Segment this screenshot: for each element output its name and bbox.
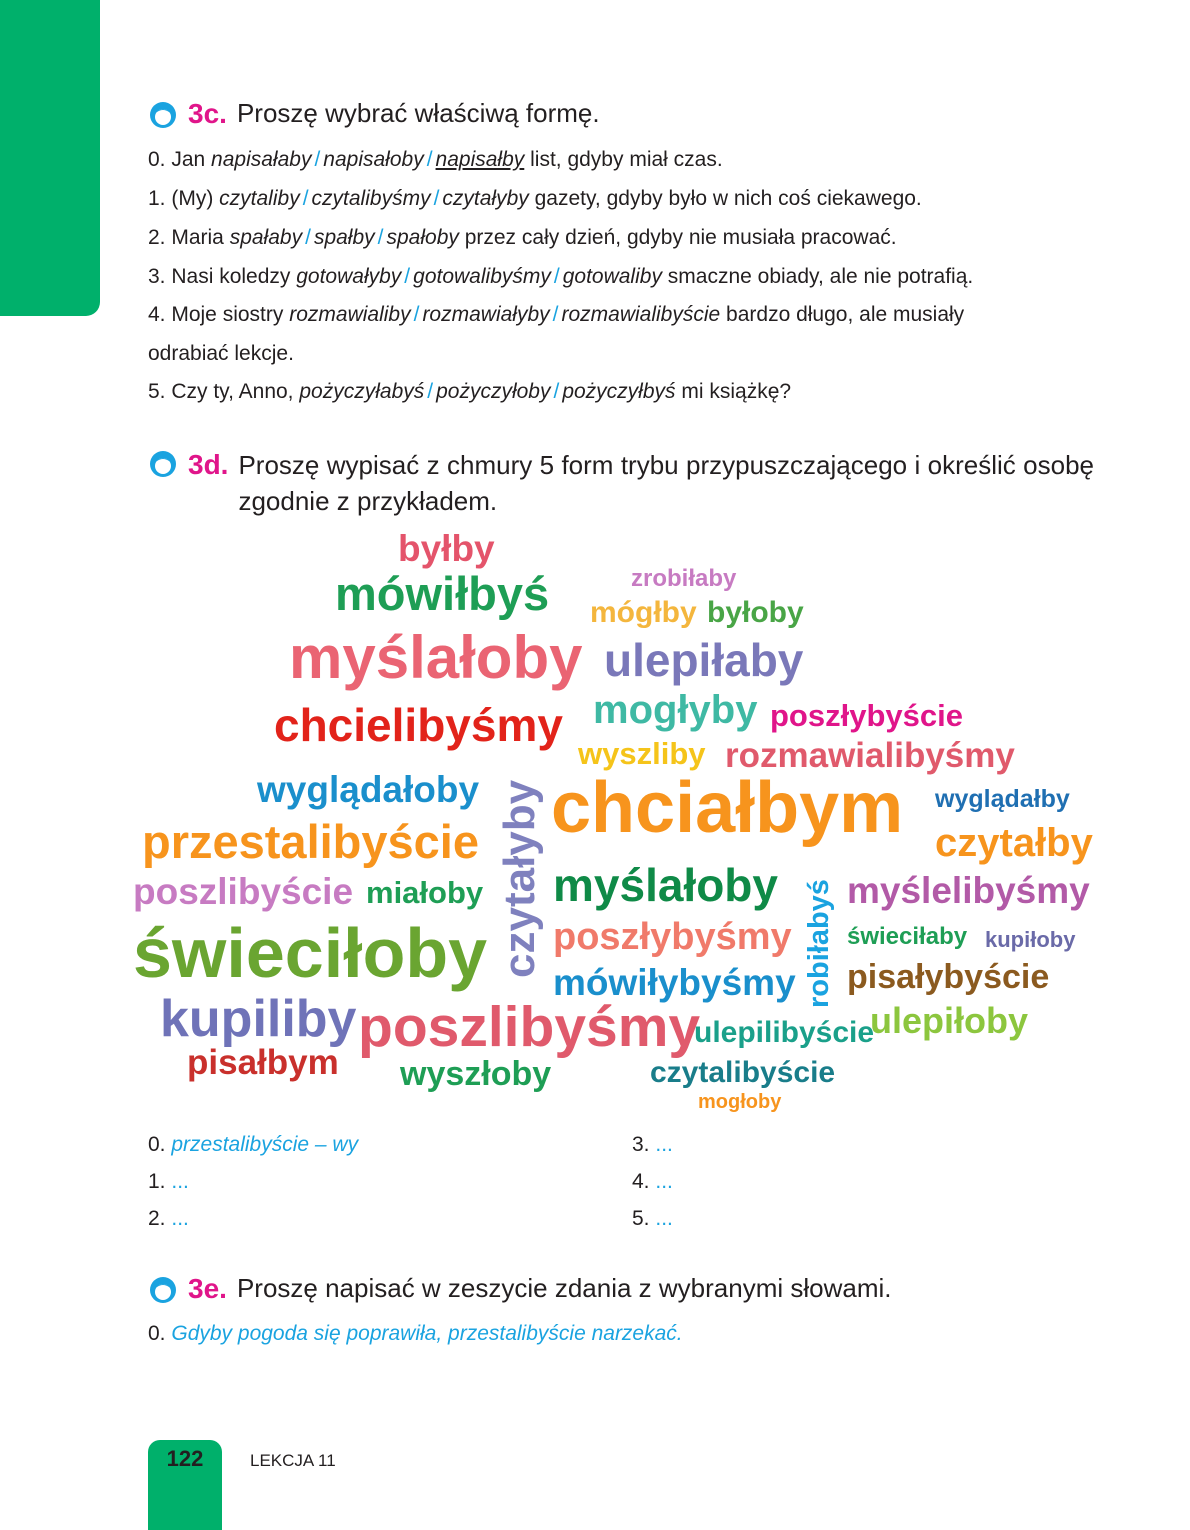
cloud-word: ulepiłaby — [604, 634, 804, 686]
ex3c-line-4: 4. Moje siostry rozmawialiby / rozmawiałyby / rozmawialibyście bardzo długo, ale musiały — [148, 303, 965, 326]
cloud-word: ulepilibyście — [694, 1016, 875, 1049]
cloud-word: robiłabyś — [803, 879, 835, 1008]
ex3e-example: 0. Gdyby pogoda się poprawiła, przestalibyście narzekać. — [148, 1322, 683, 1345]
cloud-word: mogłyby — [593, 688, 758, 732]
cloud-word: mogłoby — [698, 1091, 782, 1113]
answer-line-2: 2. ... — [148, 1207, 189, 1230]
ex3c-number: 3c. — [188, 98, 227, 129]
cloud-word: świeciłaby — [847, 923, 968, 950]
underlined-answer: napisałby — [435, 148, 525, 171]
ex3c-line-2: 2. Maria spałaby / spałby / spałoby przez cały dzień, gdyby nie musiała pracować. — [148, 226, 897, 249]
cloud-word: myślałoby — [553, 859, 778, 911]
cloud-word: miałoby — [366, 875, 484, 910]
cloud-word: pisałybyście — [847, 958, 1050, 996]
cloud-word: świeciłoby — [133, 914, 488, 992]
cloud-word: pisałbym — [187, 1043, 339, 1082]
head-icon — [148, 1275, 178, 1305]
head-icon — [148, 449, 178, 479]
ex3c-heading — [148, 98, 600, 130]
answer-line-1: 1. ... — [148, 1170, 189, 1193]
cloud-word: czytalibyście — [650, 1056, 836, 1089]
side-tab-top — [0, 0, 100, 316]
cloud-word: ulepiłoby — [870, 1000, 1029, 1041]
cloud-word: mówiłybyśmy — [553, 962, 796, 1003]
answer-line-4: 4. ... — [632, 1170, 673, 1193]
head-icon — [148, 100, 178, 130]
cloud-word: poszlibyśmy — [358, 995, 701, 1059]
ex3c-title: Proszę wybrać właściwą formę. — [236, 98, 600, 128]
page-number: 122 — [166, 1446, 204, 1471]
ex3d-title: Proszę wypisać z chmury 5 form trybu przypuszczającego i określić osobę zgodnie z przykładem. — [238, 450, 1094, 516]
cloud-word: przestalibyście — [142, 815, 480, 868]
cloud-word: kupiliby — [160, 990, 357, 1048]
cloud-word: chcielibyśmy — [274, 699, 563, 751]
cloud-word: chciałbym — [551, 768, 904, 848]
ex3d-heading — [148, 447, 1094, 519]
ex3c-line-3: 3. Nasi koledzy gotowałyby / gotowalibyśmy / gotowaliby smaczne obiady, ale nie potrafią. — [148, 265, 974, 288]
answer-line-5: 5. ... — [632, 1207, 673, 1230]
lesson-label: LEKCJA 11 — [250, 1451, 336, 1470]
cloud-word: zrobiłaby — [631, 565, 737, 592]
ex3e-title: Proszę napisać w zeszycie zdania z wybranymi słowami. — [236, 1273, 892, 1303]
answer-line-0: 0. przestalibyście – wy — [148, 1133, 359, 1156]
cloud-word: czytałyby — [495, 779, 544, 978]
cloud-word: poszłybyście — [770, 698, 963, 733]
cloud-word: wyglądałoby — [257, 769, 480, 810]
ex3e-heading — [148, 1273, 892, 1305]
cloud-word: rozmawialibyśmy — [725, 736, 1015, 775]
ex3c-line-5: 5. Czy ty, Anno, pożyczyłabyś / pożyczyłoby / pożyczyłbyś mi książkę? — [148, 380, 792, 403]
answer-line-3: 3. ... — [632, 1133, 673, 1156]
ex3c-line-0: 0. Jan napisałaby / napisałoby / napisałby list, gdyby miał czas. — [148, 148, 723, 171]
cloud-word: czytałby — [935, 821, 1093, 865]
cloud-word: wyszłoby — [400, 1055, 552, 1093]
cloud-word: poszlibyście — [133, 871, 354, 912]
cloud-word: wyszliby — [578, 736, 706, 771]
ex3d-number: 3d. — [188, 449, 229, 480]
ex3c-line-1: 1. (My) czytaliby / czytalibyśmy / czytałyby gazety, gdyby było w nich coś ciekawego. — [148, 187, 922, 210]
cloud-word: kupiłoby — [985, 927, 1076, 952]
cloud-word: poszłybyśmy — [553, 916, 792, 958]
ex3c-line-4-cont: odrabiać lekcje. — [148, 342, 294, 365]
cloud-word: wyglądałby — [935, 785, 1070, 813]
ex3e-number: 3e. — [188, 1273, 227, 1304]
cloud-word: myślelibyśmy — [847, 870, 1090, 911]
cloud-word: mógłby — [590, 596, 697, 629]
cloud-word: byłoby — [707, 596, 804, 629]
cloud-word: byłby — [398, 528, 495, 569]
cloud-word: mówiłbyś — [335, 567, 550, 620]
cloud-word: myślałoby — [289, 624, 583, 691]
